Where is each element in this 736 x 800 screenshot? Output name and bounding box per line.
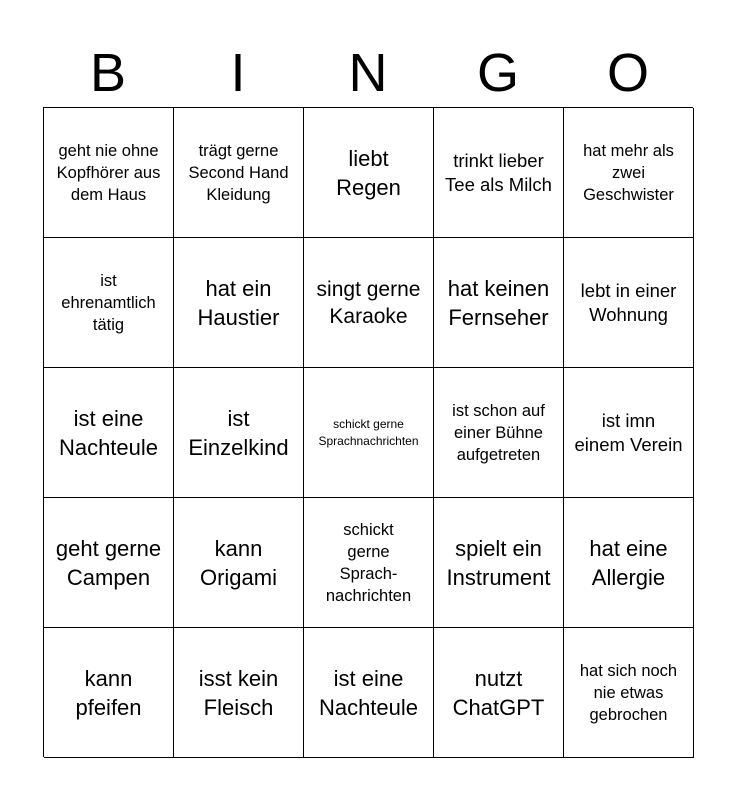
cell-text: hat keinen Fernseher bbox=[447, 275, 550, 330]
cell-text: isst kein Fleisch bbox=[198, 665, 279, 720]
bingo-title bbox=[43, 38, 693, 108]
cell-text: hat eine Allergie bbox=[589, 535, 668, 590]
bingo-cell[interactable] bbox=[174, 628, 304, 758]
cell-text: ist eine Nachteule bbox=[58, 405, 159, 460]
cell-text: kann pfeifen bbox=[75, 665, 142, 720]
bingo-cell[interactable] bbox=[174, 498, 304, 628]
bingo-cell[interactable] bbox=[304, 498, 434, 628]
bingo-cell[interactable] bbox=[434, 108, 564, 238]
bingo-cell[interactable] bbox=[174, 238, 304, 368]
cell-text: liebt Regen bbox=[336, 145, 401, 200]
bingo-cell[interactable] bbox=[434, 238, 564, 368]
title-letter-n: N bbox=[348, 43, 388, 103]
cell-text: hat ein Haustier bbox=[197, 275, 280, 330]
bingo-grid bbox=[43, 107, 693, 757]
cell-text: geht gerne Campen bbox=[55, 535, 162, 590]
bingo-cell[interactable] bbox=[304, 238, 434, 368]
title-letter-i: I bbox=[230, 43, 246, 103]
bingo-cell[interactable] bbox=[564, 628, 694, 758]
cell-text: schickt gerne Sprach- nachrichten bbox=[325, 520, 412, 605]
cell-text: hat mehr als zwei Geschwister bbox=[583, 141, 674, 204]
bingo-cell[interactable] bbox=[434, 368, 564, 498]
bingo-cell[interactable] bbox=[174, 368, 304, 498]
cell-text: ist eine Nachteule bbox=[318, 665, 419, 720]
title-letter-o: O bbox=[606, 43, 649, 103]
bingo-cell[interactable] bbox=[564, 368, 694, 498]
cell-text: ist Einzelkind bbox=[188, 405, 289, 460]
cell-text: spielt ein Instrument bbox=[446, 535, 551, 590]
bingo-cell[interactable] bbox=[434, 498, 564, 628]
cell-text: trinkt lieber Tee als Milch bbox=[445, 149, 552, 195]
bingo-cell[interactable] bbox=[434, 628, 564, 758]
cell-text: nutzt ChatGPT bbox=[452, 665, 545, 720]
bingo-cell[interactable] bbox=[44, 238, 174, 368]
bingo-cell[interactable] bbox=[44, 498, 174, 628]
cell-text: kann Origami bbox=[199, 535, 277, 590]
bingo-cell[interactable] bbox=[304, 368, 434, 498]
title-letter-g: G bbox=[476, 43, 519, 103]
cell-text: geht nie ohne Kopfhörer aus dem Haus bbox=[56, 141, 161, 204]
cell-text: lebt in einer Wohnung bbox=[580, 279, 677, 325]
cell-text: hat sich noch nie etwas gebrochen bbox=[579, 661, 678, 724]
cell-text: ist schon auf einer Bühne aufgetreten bbox=[452, 401, 545, 464]
bingo-cell[interactable] bbox=[174, 108, 304, 238]
cell-text: schickt gerne Sprachnachrichten bbox=[318, 416, 419, 448]
bingo-cell[interactable] bbox=[564, 498, 694, 628]
bingo-cell[interactable] bbox=[564, 238, 694, 368]
cell-text: ist imn einem Verein bbox=[574, 409, 683, 455]
bingo-cell[interactable] bbox=[564, 108, 694, 238]
bingo-cell[interactable] bbox=[44, 628, 174, 758]
bingo-cell[interactable] bbox=[44, 368, 174, 498]
title-letter-b: B bbox=[89, 43, 127, 103]
bingo-cell[interactable] bbox=[44, 108, 174, 238]
cell-text: ist ehrenamtlich tätig bbox=[61, 271, 156, 334]
bingo-cell[interactable] bbox=[304, 628, 434, 758]
cell-text: singt gerne Karaoke bbox=[316, 277, 421, 328]
bingo-cell[interactable] bbox=[304, 108, 434, 238]
cell-text: trägt gerne Second Hand Kleidung bbox=[188, 141, 289, 204]
